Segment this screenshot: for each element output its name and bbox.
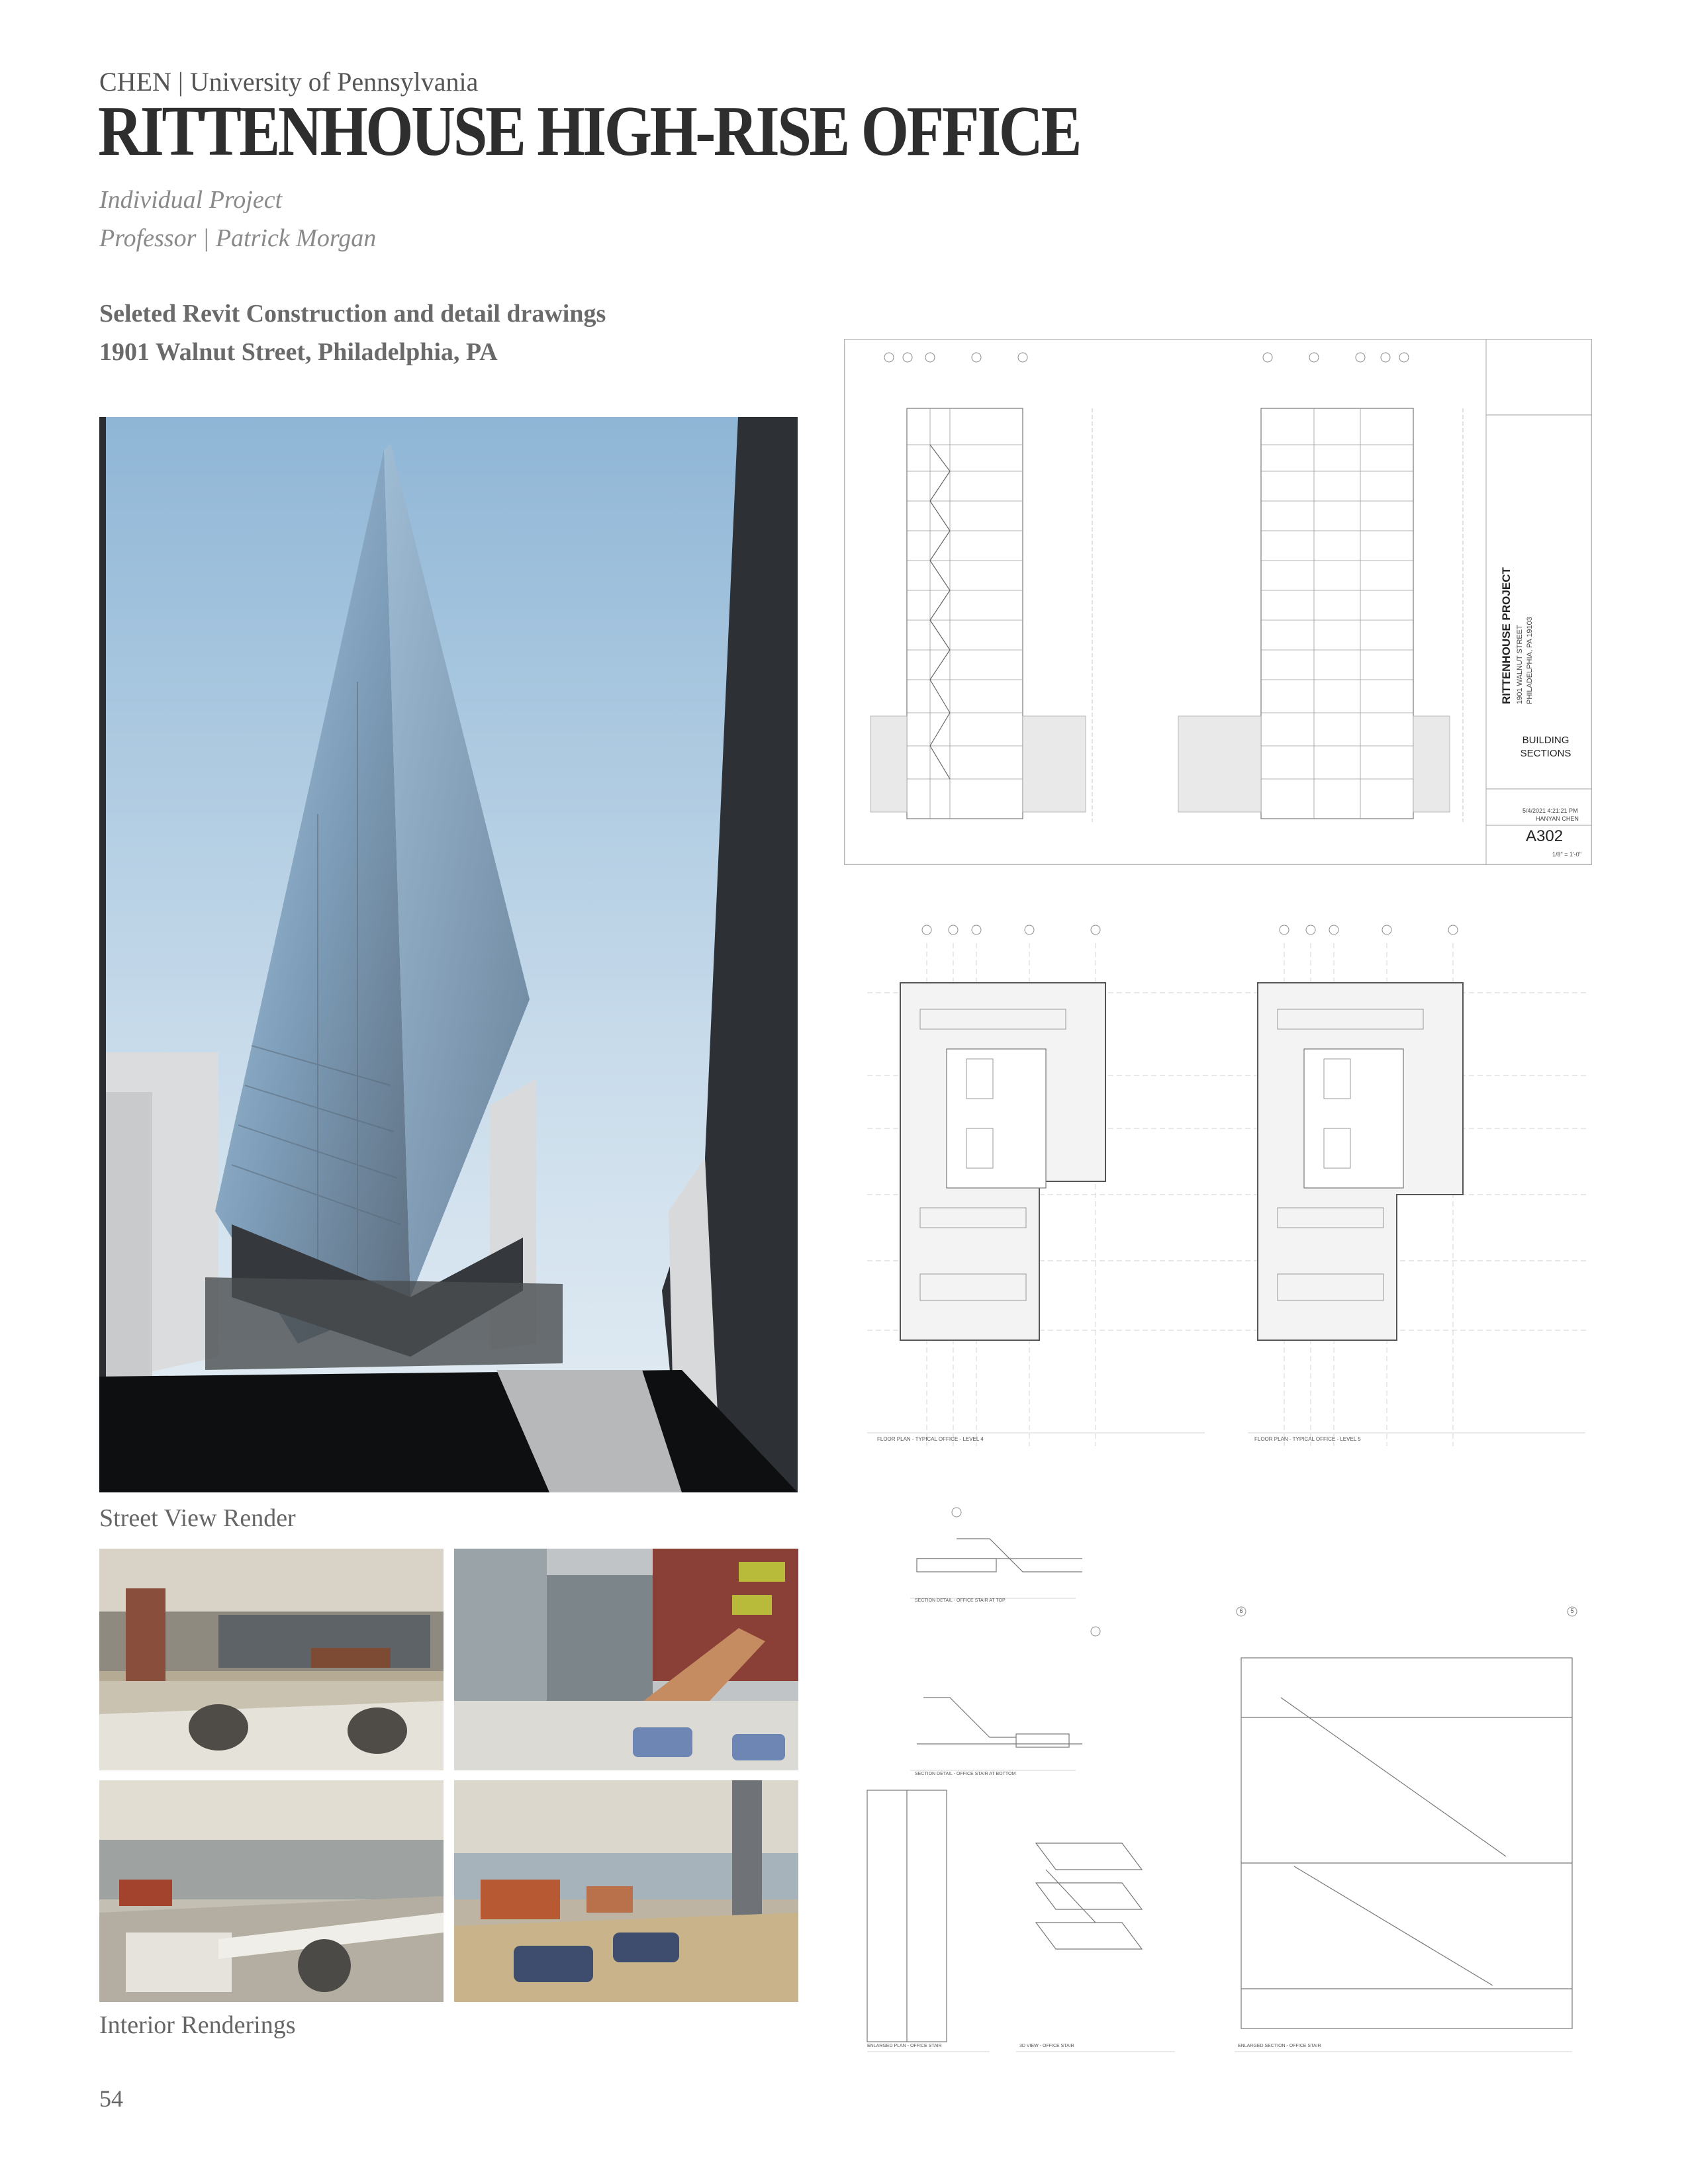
detail-label-stair-top: SECTION DETAIL - OFFICE STAIR AT TOP	[915, 1598, 1006, 1603]
section-heading: Seleted Revit Construction and detail drawings	[99, 300, 606, 328]
sheet-number: A302	[1526, 827, 1564, 845]
grid-bubble-5: 5	[1570, 1608, 1574, 1614]
interior-render-workstations	[99, 1780, 444, 2002]
stair-details-drawing	[857, 1499, 1592, 2055]
detail-label-enlarged-section: ENLARGED SECTION - OFFICE STAIR	[1238, 2044, 1321, 2048]
plan-label-level-5: FLOOR PLAN - TYPICAL OFFICE - LEVEL 5	[1254, 1436, 1361, 1442]
professor-credit: Professor | Patrick Morgan	[99, 224, 377, 252]
grid-bubble-6: 6	[1239, 1608, 1243, 1614]
interiors-caption: Interior Renderings	[99, 2011, 296, 2039]
author-affiliation: CHEN | University of Pennsylvania	[99, 67, 479, 97]
project-type: Individual Project	[99, 186, 283, 214]
building-sections-sheet	[844, 339, 1592, 865]
project-address: 1901 Walnut Street, Philadelphia, PA	[99, 338, 498, 366]
sheet-title-line2: SECTIONS	[1520, 748, 1571, 759]
floor-plans-drawing	[861, 917, 1592, 1459]
sheet-address-line2: PHILADELPHIA, PA 19103	[1526, 617, 1534, 704]
plan-label-level-4: FLOOR PLAN - TYPICAL OFFICE - LEVEL 4	[877, 1436, 984, 1442]
interior-render-lounge	[454, 1780, 798, 2002]
interior-render-atrium-stair	[454, 1549, 798, 1770]
sheet-scale: 1/8" = 1'-0"	[1552, 851, 1581, 858]
sheet-title-line1: BUILDING	[1522, 735, 1570, 746]
page-number: 54	[99, 2085, 123, 2112]
street-view-render	[99, 417, 798, 1492]
sheet-drawn-by: HANYAN CHEN	[1536, 815, 1579, 822]
detail-label-stair-bottom: SECTION DETAIL - OFFICE STAIR AT BOTTOM	[915, 1772, 1016, 1776]
detail-label-enlarged-plan: ENLARGED PLAN - OFFICE STAIR	[867, 2044, 942, 2048]
sheet-project-name: RITTENHOUSE PROJECT	[1500, 567, 1513, 704]
sheet-date: 5/4/2021 4:21:21 PM	[1523, 807, 1578, 814]
sheet-address-line1: 1901 WALNUT STREET	[1516, 625, 1524, 704]
page-title: RITTENHOUSE HIGH-RISE OFFICE	[98, 92, 1080, 171]
interior-render-open-office	[99, 1549, 444, 1770]
detail-label-3d-view: 3D VIEW - OFFICE STAIR	[1019, 2044, 1074, 2048]
street-view-caption: Street View Render	[99, 1504, 296, 1532]
